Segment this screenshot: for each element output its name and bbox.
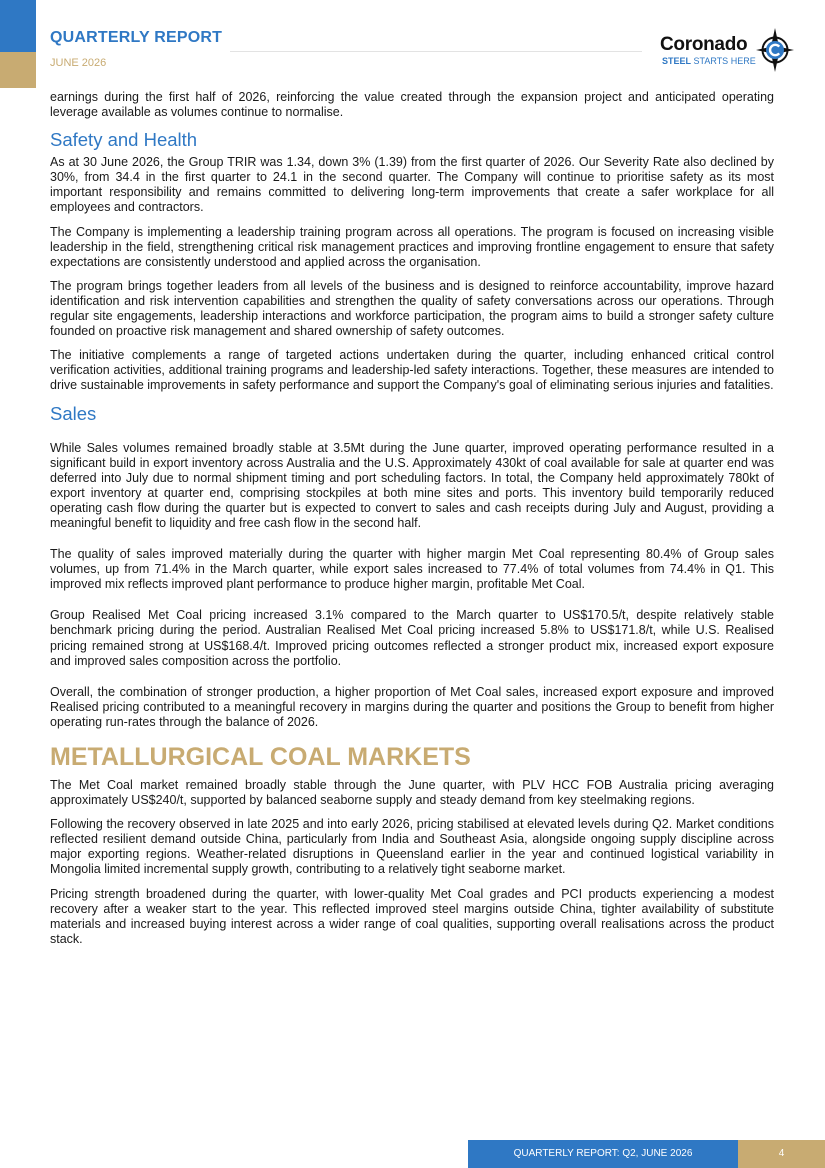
safety-paragraph: The program brings together leaders from all levels of the business and is designed to reinforce accountability, improve hazard identification and risk intervention capabilities and strengthen the quality of safety conversations across our operations. Through regular site engagements, leadership interactions and workforce participation, the program aims to build a stronger safety culture founded on proactive risk management and shared ownership of safety outcomes.: [50, 278, 774, 339]
safety-paragraph: As at 30 June 2026, the Group TRIR was 1.34, down 3% (1.39) from the first quarter of 2026. Our Severity Rate also declined by 30%, from 34.4 in the first quarter to 24.1 in the second quarter. The Company will continue to prioritise safety as its most important responsibility and remains committed to delivering long-term improvements that create a safer workplace for all employees and contractors.: [50, 155, 774, 215]
logo-wordmark: Coronado: [660, 34, 748, 55]
logo-tagline: [662, 56, 756, 66]
header-color-band-blue: [0, 0, 36, 52]
safety-heading: Safety and Health: [50, 129, 198, 151]
safety-paragraph: The initiative complements a range of targeted actions undertaken during the quarter, including enhanced critical control verification activities, additional training programs and leadership-led safety interactions. Together, these measures are intended to drive sustainable improvements in safety performance and support the Company's goal of eliminating serious injuries and fatalities.: [50, 348, 774, 393]
sales-heading: Sales: [50, 402, 97, 424]
logo-tagline-rest: STARTS HERE: [691, 56, 756, 66]
page-number: 4: [738, 1140, 825, 1168]
sales-paragraph: Group Realised Met Coal pricing increased 3.1% compared to the March quarter to US$170.5/t, despite relatively stable benchmark pricing during the period. Australian Realised Met Coal pricing increased 5.8% to US$171.8/t, while U.S. Realised pricing remained strong at US$168.4/t. Improved pricing outcomes reflected a stronger product mix, increased export exposure and improved sales composition across the portfolio.: [50, 608, 774, 668]
compass-c-icon: [756, 28, 794, 72]
markets-paragraph: The Met Coal market remained broadly stable through the June quarter, with PLV HCC FOB Australia pricing averaging approximately US$240/t, supported by balanced seaborne supply and steady demand from key steelmaking regions.: [50, 778, 774, 808]
sales-paragraph: The quality of sales improved materially during the quarter with higher margin Met Coal representing 80.4% of Group sales volumes, up from 71.4% in the March quarter, while export sales increased to 77.4% of total volumes from 74.4% in Q1. This improved mix reflects improved plant performance to produce higher margin, profitable Met Coal.: [50, 547, 774, 592]
markets-heading: METALLURGICAL COAL MARKETS: [50, 743, 471, 771]
logo-tagline-bold: STEEL: [662, 56, 692, 66]
company-logo: [658, 28, 798, 80]
report-body: [50, 90, 774, 956]
footer-report-label: QUARTERLY REPORT: Q2, JUNE 2026: [468, 1140, 738, 1168]
report-date: JUNE 2026: [50, 57, 107, 69]
report-title: QUARTERLY REPORT: [50, 29, 223, 46]
sales-section: [50, 441, 774, 731]
safety-paragraph: The Company is implementing a leadership training program across all operations. The program is focused on increasing visible leadership in the field, strengthening critical risk management practices and improving frontline engagement to ensure that safety expectations are consistently understood and applied across the organisation.: [50, 224, 774, 269]
header-divider: [230, 51, 642, 52]
header-color-band-gold: [0, 52, 36, 88]
sales-paragraph: While Sales volumes remained broadly stable at 3.5Mt during the June quarter, improved operating performance resulted in a significant build in export inventory across Australia and the U.S. Approximately 430kt of coal available for sale at quarter end was deferred into July due to normal shipment timing and port scheduling factors. In total, the Company held approximately 780kt of export inventory at quarter end, comprising stockpiles at both mine sites and ports. This inventory build temporarily reduced operating cash flow during the quarter but is expected to convert to sales and cash receipts during July and August, providing a meaningful benefit to liquidity and free cash flow in the second half.: [50, 440, 774, 530]
intro-paragraph: earnings during the first half of 2026, reinforcing the value created through the expansion project and anticipated operating leverage available as volumes continue to normalise.: [50, 90, 774, 120]
page-footer: [468, 1140, 825, 1168]
sales-paragraph: Overall, the combination of stronger production, a higher proportion of Met Coal sales, increased export exposure and improved Realised pricing contributed to a meaningful recovery in margins during the quarter and positions the Group to benefit from higher operating run-rates through the balance of 2026.: [50, 684, 774, 729]
markets-paragraph: Pricing strength broadened during the quarter, with lower-quality Met Coal grades and PCI products experiencing a modest recovery after a weaker start to the year. This reflected improved steel margins outside China, tighter availability of substitute materials and increased buying interest across a wider range of coal qualities, supporting overall realisations across the product stack.: [50, 886, 774, 946]
markets-paragraph: Following the recovery observed in late 2025 and into early 2026, pricing stabilised at elevated levels during Q2. Market conditions reflected resilient demand outside China, particularly from India and Southeast Asia, alongside ongoing supply discipline across major exporting regions. Weather-related disruptions in Queensland earlier in the year and continued logistical variability in Mongolia limited incremental supply growth, contributing to a relatively tight seaborne market.: [50, 817, 774, 877]
